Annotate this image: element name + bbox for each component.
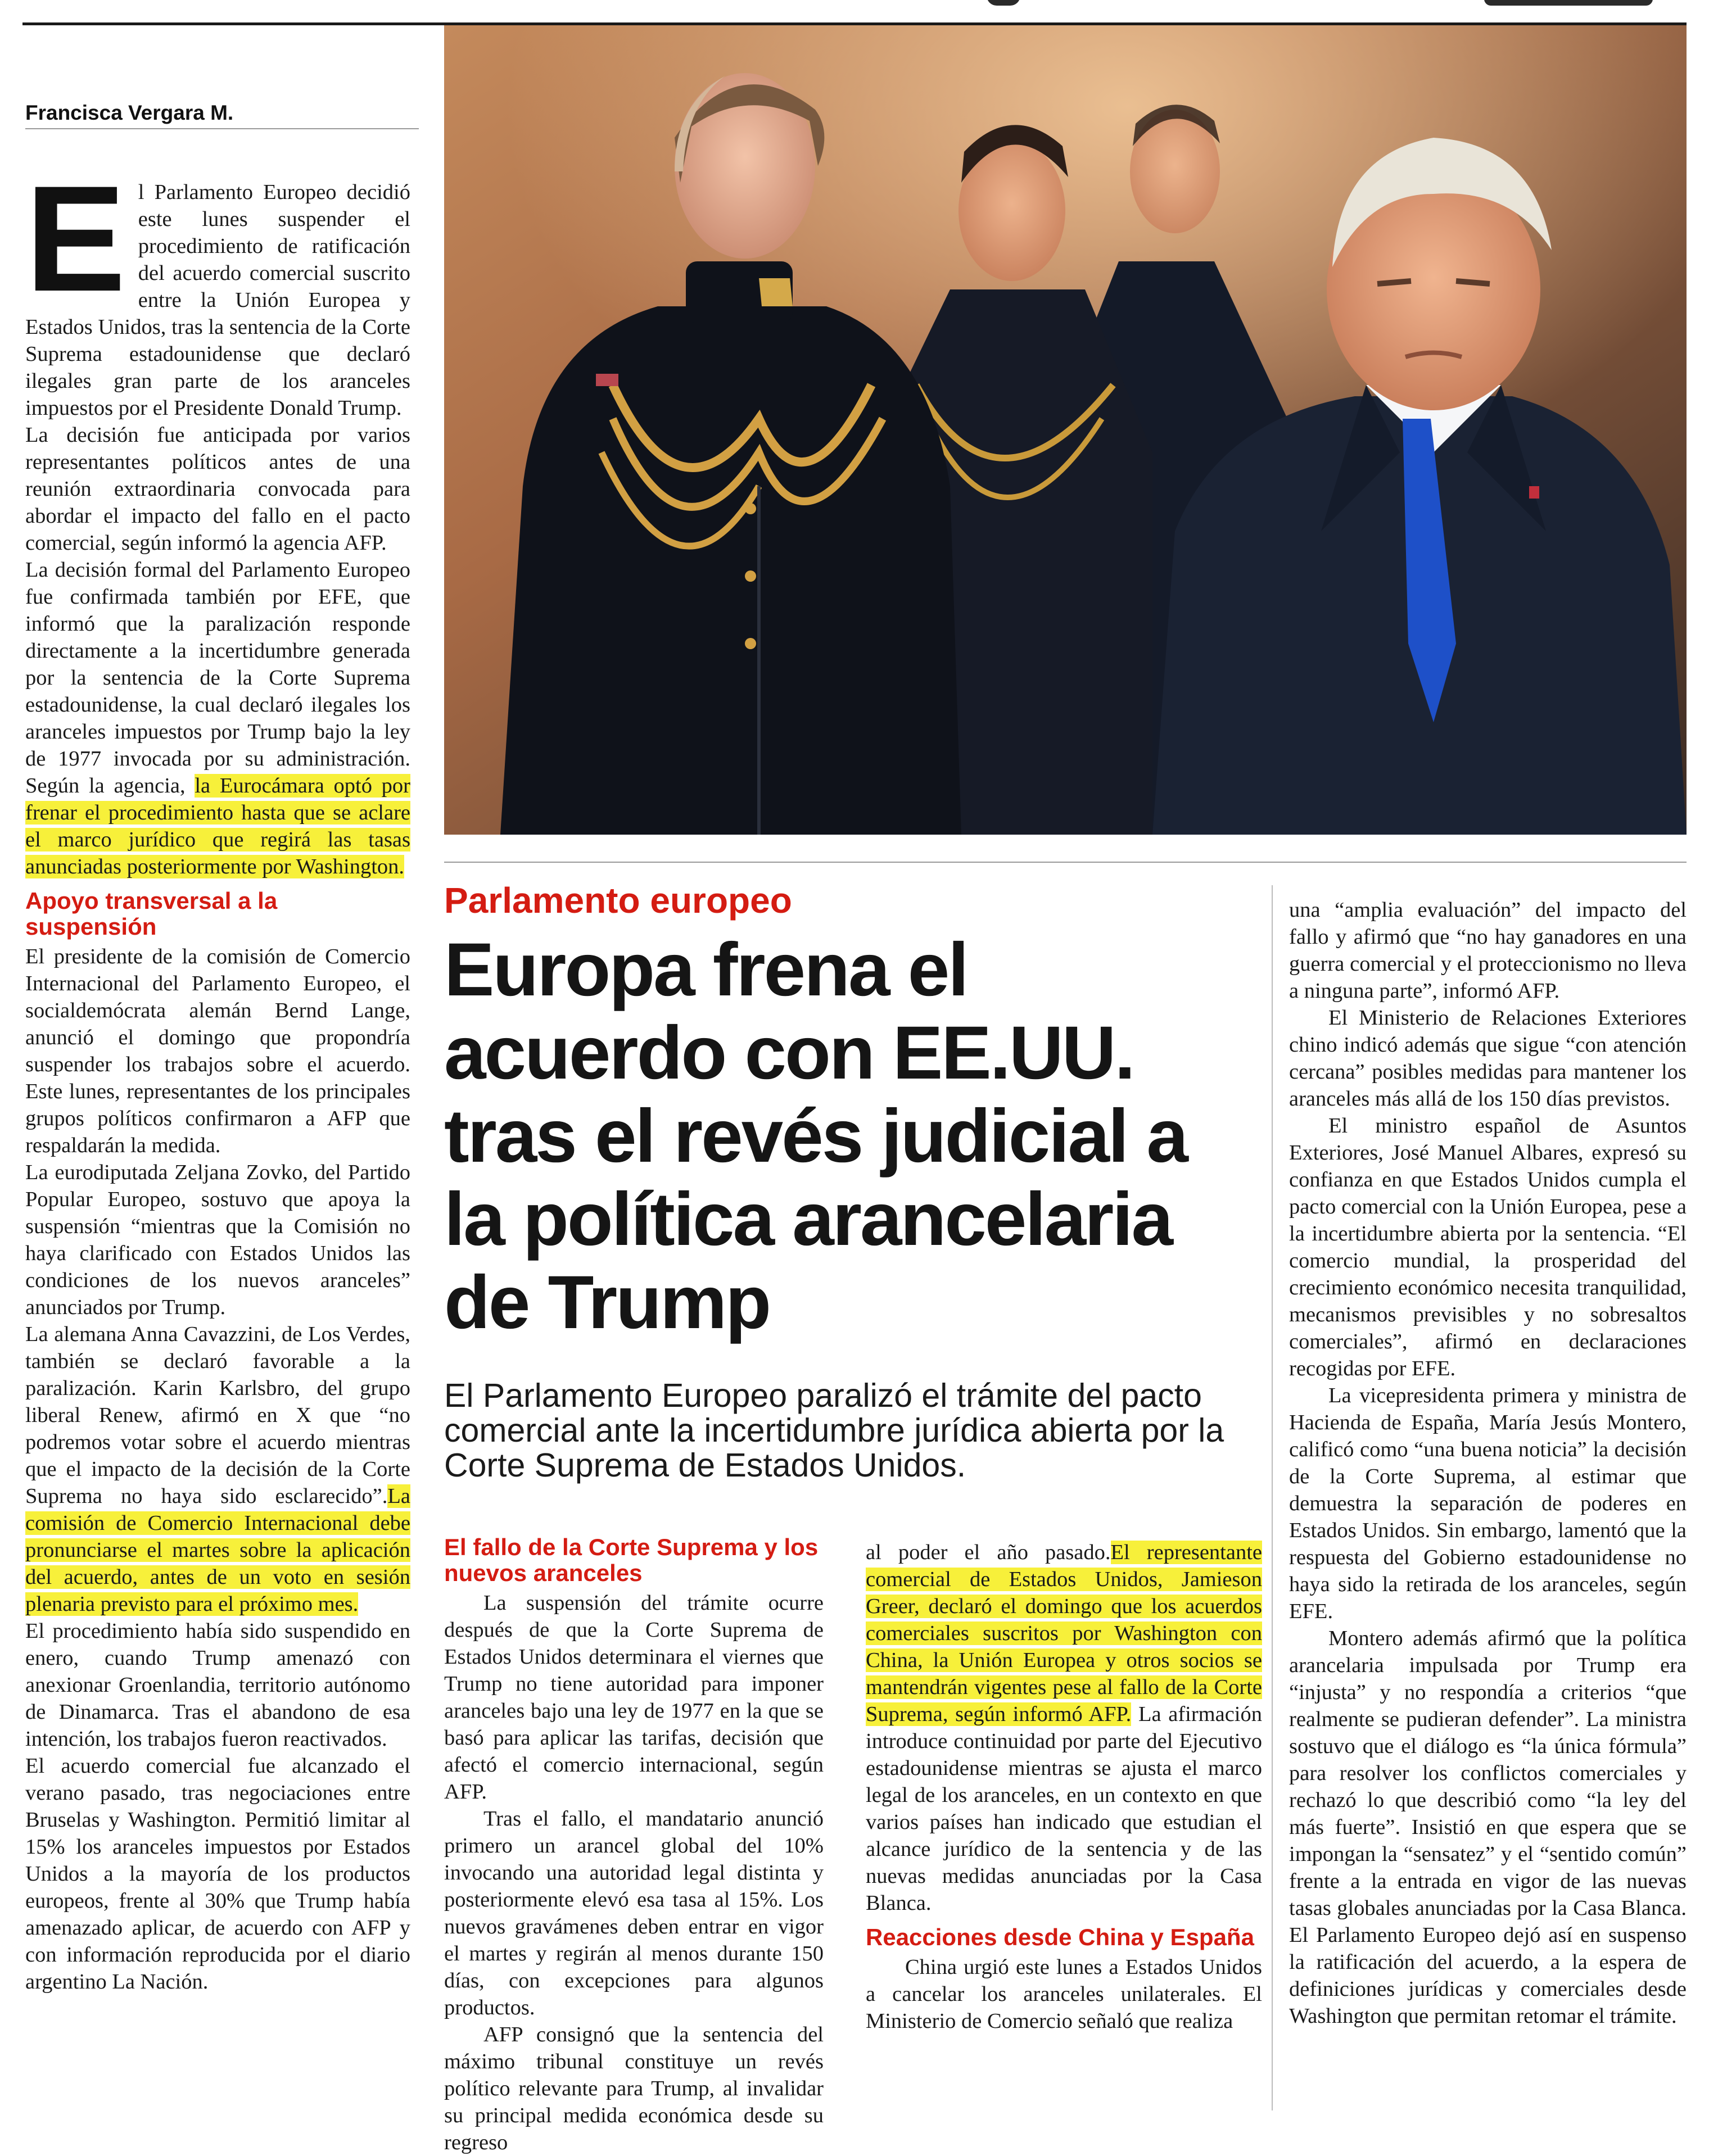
paragraph: Tras el fallo, el mandatario anunció primero un arancel global del 10% invocando una autoridad legal distinta y posteriormente elevó esa tasa al 15%. Los nuevos gravámenes deben entrar en vigor el martes y regirán al menos durante 150 días, con excepciones para algunos productos.: [444, 1807, 824, 2019]
photo-illustration: [444, 25, 1687, 835]
masthead-strip: [22, 0, 1687, 28]
paragraph: AFP consignó que la sentencia del máximo tribunal constituye un revés político relevante para Trump, al invalidar su principal medida económica desde su regreso: [444, 2023, 824, 2154]
paragraph: China urgió este lunes a Estados Unidos a cancelar los aranceles unilaterales. El Ministerio de Comercio señaló que realiza: [866, 1955, 1262, 2033]
paragraph: La alemana Anna Cavazzini, de Los Verdes, también se declaró favorable a la paralización. Karin Karlsbro, del grupo liberal Renew, afirmó en X que “no podremos votar sobre el acuerdo mientras que el impacto de la decisión de la Corte Suprema no haya sido esclarecido”.La comisión de Comercio Internacional debe pronunciarse el martes sobre la aplicación del acuerdo, antes de un voto en sesión plenaria previsto para el próximo mes.: [25, 1322, 410, 1616]
news-photo: [444, 25, 1687, 835]
highlighted-text: la Eurocámara optó por frenar el procedimiento hasta que se aclare el marco jurídico que regirá las tasas anunciadas posteriormente por Washington.: [25, 774, 410, 878]
byline-divider: [25, 128, 419, 129]
column-divider: [1272, 885, 1273, 2110]
paragraph: al poder el año pasado.El representante comercial de Estados Unidos, Jamieson Greer, declaró el domingo que los acuerdos comerciales suscritos por Washington con China, la Unión Europea y otros socios se mantendrán vigentes pese al fallo de la Corte Suprema, según informó AFP. La afirmación introduce continuidad por parte del Ejecutivo estadounidense mientras se ajusta el marco legal de los aranceles, en un contexto en que varios países han indicado que estudian el alcance jurídico de la sentencia y de las nuevas medidas anunciadas por la Casa Blanca.: [866, 1541, 1262, 1915]
paragraph: El Ministerio de Relaciones Exteriores chino indicó además que sigue “con atención cercana” posibles medidas para mantener los aranceles más allá de los 150 días previstos.: [1289, 1006, 1687, 1111]
paragraph: La decisión formal del Parlamento Europeo fue confirmada también por EFE, que informó que la paralización responde directamente a la incertidumbre generada por la sentencia de la Corte Suprema estadounidense, la cual declaró ilegales los aranceles impuestos por Trump bajo la ley de 1977 invocada por su administración. Según la agencia, la Eurocámara optó por frenar el procedimiento hasta que se aclare el marco jurídico que regirá las tasas anunciadas posteriormente por Washington.: [25, 558, 410, 878]
paragraph: La suspensión del trámite ocurre después de que la Corte Suprema de Estados Unidos determinara el viernes que Trump no tiene autoridad para imponer aranceles bajo una ley de 1977 en la que se basó para aplicar las tarifas, decisión que afectó el comercio internacional, según AFP.: [444, 1591, 824, 1804]
middle-column: [444, 1534, 824, 2156]
subheading: El fallo de la Corte Suprema y los nuevos aranceles: [444, 1534, 819, 1586]
middle-column-2: [866, 1539, 1262, 2035]
deck: El Parlamento Europeo paralizó el trámite del pacto comercial ante la incertidumbre jurídica abierta por la Corte Suprema de Estados Unidos.: [444, 1377, 1224, 1484]
section-divider: [444, 862, 1687, 863]
right-column: [1289, 896, 1687, 2030]
masthead-fragment: [1484, 0, 1653, 6]
paragraph: El ministro español de Asuntos Exteriores, José Manuel Albares, expresó su confianza en que Estados Unidos cumpla el pacto comercial con la Unión Europea, pese a la incertidumbre abierta por la sentencia. “El comercio mundial, la prosperidad del crecimiento económico necesita tranquilidad, mecanismos previsibles y no sobresaltos comerciales”, afirmó en declaraciones recogidas por EFE.: [1289, 1114, 1687, 1380]
byline: Francisca Vergara M.: [25, 101, 234, 124]
paragraph: El presidente de la comisión de Comercio Internacional del Parlamento Europeo, el socialdemócrata alemán Bernd Lange, anunció el domingo que propondría suspender los trabajos sobre el acuerdo. Este lunes, representantes de los principales grupos políticos confirmaron a AFP que respaldarán la medida.: [25, 945, 410, 1157]
headline: Europa frena el acuerdo con EE.UU. tras el revés judicial a la política arancelaria de Trump: [444, 928, 1187, 1344]
kicker: Parlamento europeo: [444, 880, 792, 921]
left-column: [25, 154, 410, 1995]
paragraph: La decisión fue anticipada por varios representantes políticos antes de una reunión extraordinaria convocada para abordar el impacto del fallo en el pacto comercial, según informó la agencia AFP.: [25, 423, 410, 555]
paragraph: El acuerdo comercial fue alcanzado el verano pasado, tras negociaciones entre Bruselas y Washington. Permitió limitar al 15% los aranceles impuestos por Estados Unidos a la mayoría de los productos europeos, frente al 30% que Trump había amenazado aplicar, de acuerdo con AFP y con información reproducida por el diario argentino La Nación.: [25, 1754, 410, 1994]
paragraph: La eurodiputada Zeljana Zovko, del Partido Popular Europeo, sostuvo que apoya la suspensión “mientras que la Comisión no haya clarificado con Estados Unidos las condiciones de los nuevos aranceles” anunciados por Trump.: [25, 1161, 410, 1319]
subheading: Apoyo transversal a la suspensión: [25, 887, 278, 940]
paragraph: l Parlamento Europeo decidió este lunes suspender el procedimiento de ratificación del acuerdo comercial suscrito entre la Unión Europea y Estados Unidos, tras la sentencia de la Corte Suprema estadounidense que declaró ilegales gran parte de los aranceles impuestos por el Presidente Donald Trump.: [25, 180, 410, 420]
paragraph: Montero además afirmó que la política arancelaria impulsada por Trump era “injusta” y no respondía a criterios “que realmente se pudieran defender”. La ministra sostuvo que el diálogo es “la única fórmula” para resolver los conflictos comerciales y rechazó lo que describió como “la ley del más fuerte”. Insistió en que espera que se impongan la “sensatez” y el “sentido común” frente a la entrada en vigor de las nuevas tasas globales anunciadas por la Casa Blanca. El Parlamento Europeo dejó así en suspenso la ratificación del acuerdo, a la espera de definiciones jurídicas y comerciales desde Washington que permitan retomar el trámite.: [1289, 1627, 1687, 2028]
highlighted-text: La comisión de Comercio Internacional debe pronunciarse el martes sobre la aplicación del acuerdo, antes de un voto en sesión plenaria previsto para el próximo mes.: [25, 1484, 410, 1616]
masthead-fragment: [987, 0, 1020, 6]
highlighted-text: El representante comercial de Estados Unidos, Jamieson Greer, declaró el domingo que los acuerdos comerciales suscritos por Washington con China, la Unión Europea y otros socios se mantendrán vigentes pese al fallo de la Corte Suprema, según informó AFP.: [866, 1541, 1262, 1726]
paragraph: una “amplia evaluación” del impacto del fallo y afirmó que “no hay ganadores en una guerra comercial y el proteccionismo no lleva a ninguna parte”, informó AFP.: [1289, 898, 1687, 1003]
drop-cap: E: [25, 154, 126, 323]
paragraph: La vicepresidenta primera y ministra de Hacienda de España, María Jesús Montero, calificó como “una buena noticia” la decisión de la Corte Suprema, al estimar que demuestra la separación de poderes en Estados Unidos. Sin embargo, lamentó que la respuesta del Gobierno estadounidense no haya sido la retirada de los aranceles, según EFE.: [1289, 1384, 1687, 1623]
subheading: Reacciones desde China y España: [866, 1924, 1254, 1950]
paragraph: El procedimiento había sido suspendido en enero, cuando Trump amenazó con anexionar Groenlandia, territorio autónomo de Dinamarca. Tras el abandono de esa intención, los trabajos fueron reactivados.: [25, 1619, 410, 1751]
